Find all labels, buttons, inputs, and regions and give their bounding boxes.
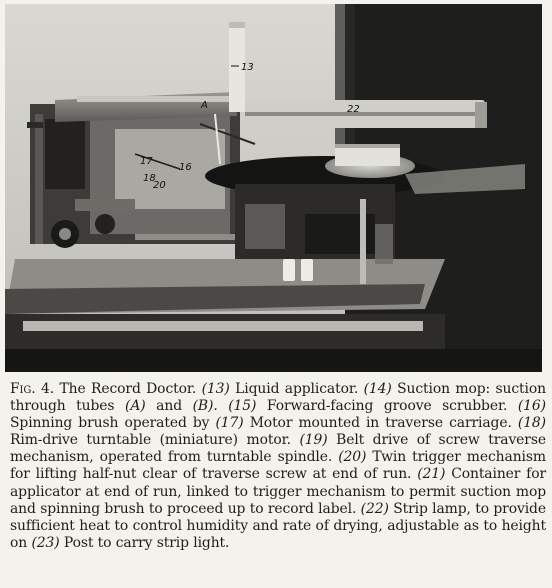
photo-label-17: 17 <box>140 156 153 167</box>
caption-ref: (B). <box>192 398 218 415</box>
caption-ref: (18) <box>517 415 546 432</box>
photo-label-18: 18 <box>143 173 156 184</box>
caption-fig-label: Fig. <box>10 381 36 397</box>
figure-caption <box>10 381 546 552</box>
caption-ref: (13) <box>201 381 230 397</box>
caption-text: Forward-facing groove scrubber. <box>266 398 508 415</box>
caption-text: Twin trigger mechanism for lifting half-nut clear of traverse screw at end of run. <box>10 449 546 483</box>
caption-text: Suction mop: suction through tubes <box>10 381 546 415</box>
caption-text: Liquid applicator. <box>235 381 359 397</box>
photo-label-a: A <box>201 100 208 111</box>
bottle-right <box>301 259 313 281</box>
caption-ref: (15) <box>228 398 257 415</box>
caption-ref: (14) <box>363 381 392 397</box>
caption-text: Motor mounted in traverse carriage. <box>249 415 512 432</box>
photo-label-16: 16 <box>179 162 192 173</box>
photo-label-22: 22 <box>347 104 360 115</box>
record-doctor-photo <box>5 4 542 372</box>
caption-ref: (17) <box>215 415 244 432</box>
photo-label-13: 13 <box>241 62 254 73</box>
caption-ref: (19) <box>299 432 328 449</box>
light-post <box>360 199 366 284</box>
caption-ref: (A) <box>125 398 146 415</box>
caption-title: The Record Doctor. <box>59 381 197 397</box>
bottle-left <box>283 259 295 281</box>
figure-photo <box>5 4 542 372</box>
caption-ref: (21) <box>417 466 446 483</box>
caption-fig-number: 4. <box>41 381 55 397</box>
caption-text: Rim-drive turntable (miniature) motor. <box>10 432 291 449</box>
caption-ref: (20) <box>338 449 367 466</box>
photo-label-20: 20 <box>153 180 166 191</box>
caption-text: and <box>145 398 193 415</box>
caption-text: Post to carry strip light. <box>63 534 230 551</box>
caption-text: Belt drive of screw traverse mechanism, operated from turntable spindle. <box>10 432 546 466</box>
base-front-strip <box>23 321 423 331</box>
gear-mid <box>95 214 115 234</box>
caption-ref: (23) <box>31 534 60 551</box>
caption-ref: (16) <box>517 398 546 415</box>
caption-text: Container for applicator at end of run, linked to trigger mechanism to permit suction mop and spinning brush to proceed up to record label. <box>10 466 547 517</box>
base-front <box>5 314 445 349</box>
caption-text: Strip lamp, to provide sufficient heat to control humidity and rate of drying, adjustable as to height on <box>10 500 546 551</box>
caption-text: Spinning brush operated by <box>10 415 216 432</box>
caption-ref: (22) <box>360 500 389 517</box>
